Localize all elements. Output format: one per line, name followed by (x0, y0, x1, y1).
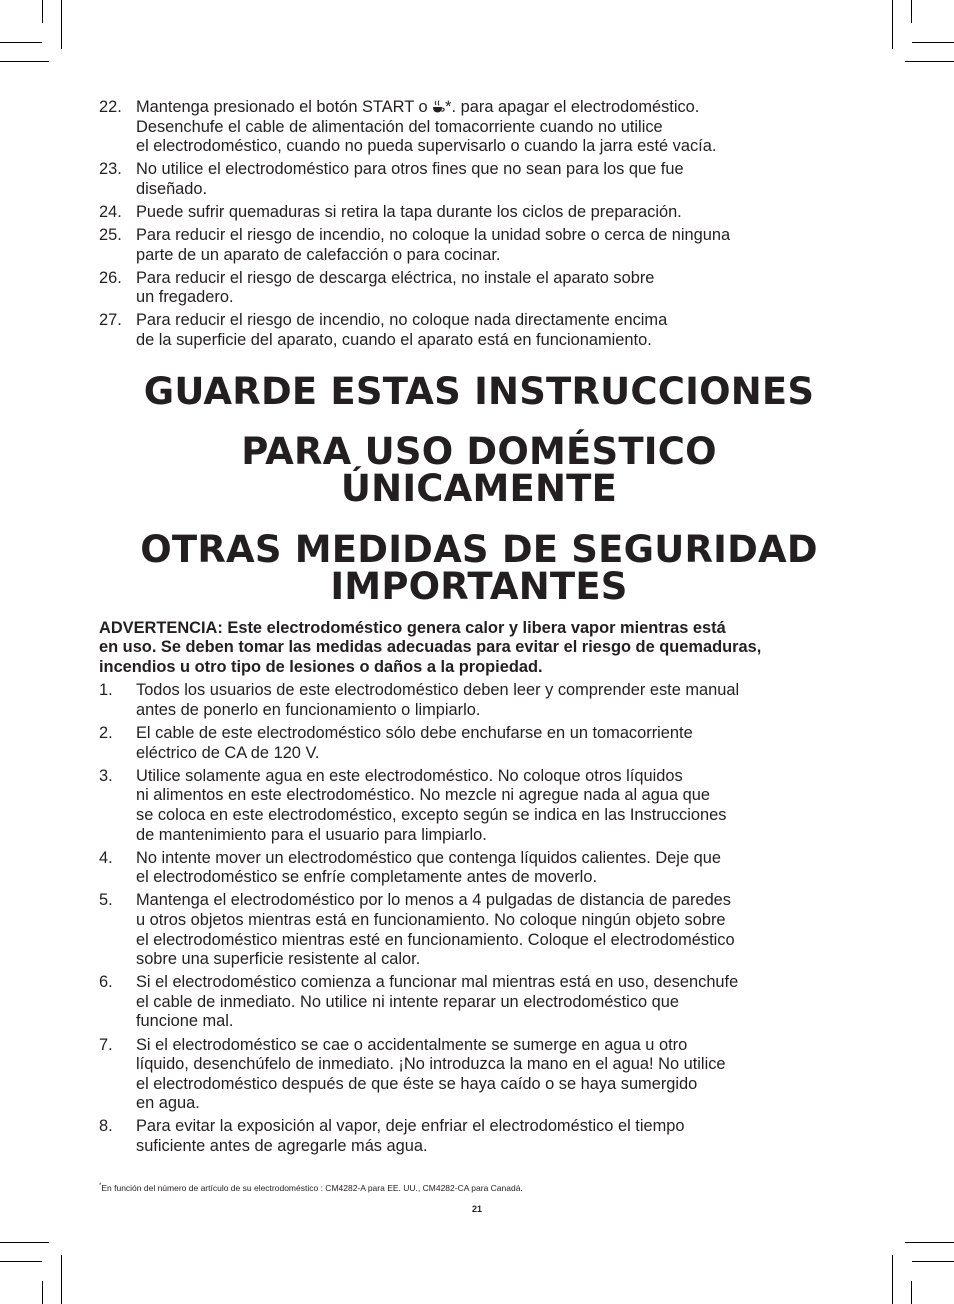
crop-mark (0, 61, 49, 62)
crop-mark (0, 1261, 42, 1262)
list-item (99, 891, 859, 969)
item-number: 6. (99, 973, 113, 992)
item-text: El cable de este electrodoméstico sólo debe enchufarse en un tomacorriente eléctrico de CA de 120 V. (136, 724, 693, 762)
page-number: 21 (471, 1204, 482, 1214)
list-item (99, 767, 859, 845)
item-number: 8. (99, 1117, 113, 1136)
item-number: 7. (99, 1035, 113, 1054)
item-text: Utilice solamente agua en este electrodoméstico. No coloque otros líquidos ni alimentos en este electrodoméstico. No mezcle ni agregue nada al agua que se coloca en este electrodoméstico, excepto según se indica en las Instrucciones de mantenimiento para el usuario para limpiarlo. (136, 766, 727, 844)
list-item (99, 1036, 859, 1114)
crop-mark (0, 1242, 49, 1243)
crop-mark (892, 1255, 893, 1304)
item-number: 23. (99, 160, 122, 179)
item-text (136, 98, 859, 157)
list-item (99, 226, 859, 265)
list-item (99, 1117, 859, 1156)
footnote (99, 1183, 523, 1193)
footnote-mark: * (99, 1183, 102, 1190)
crop-mark (42, 0, 43, 23)
crop-mark (42, 1281, 43, 1304)
crop-mark (912, 1261, 954, 1262)
item-text: Puede sufrir quemaduras si retira la tapa durante los ciclos de preparación. (136, 202, 682, 221)
item-text: Para reducir el riesgo de descarga eléctrica, no instale el aparato sobre un fregadero. (136, 268, 655, 307)
crop-mark (892, 0, 893, 49)
item-number: 27. (99, 311, 122, 330)
item-text: No intente mover un electrodoméstico que contenga líquidos calientes. Deje que el electrodoméstico se enfríe completamente antes de moverlo. (136, 848, 721, 887)
list-item (99, 311, 859, 350)
list-item (99, 269, 859, 308)
crop-mark (911, 1281, 912, 1304)
warning-paragraph: ADVERTENCIA: Este electrodoméstico genera calor y libera vapor mientras está en uso. Se deben tomar las medidas adecuadas para evitar el riesgo de quemaduras, incendios u otro tipo de lesiones o daños a la propiedad. (99, 618, 762, 676)
item-number: 26. (99, 268, 122, 287)
item-text: Mantenga el electrodoméstico por lo menos a 4 pulgadas de distancia de paredes u otros objetos mientras está en funcionamiento. No coloque ningún objeto sobre el electrodoméstico mientras esté en funcionamiento. Coloque el electrodoméstico sobre una superficie resistente al calor. (136, 891, 735, 969)
list-item (99, 724, 859, 763)
safety-list-bottom (99, 681, 859, 1156)
coffee-cup-icon (432, 100, 445, 114)
item-text: Si el electrodoméstico comienza a funcionar mal mientras está en uso, desenchufe el cable de inmediato. No utilice ni intente reparar un electrodoméstico que funcione mal. (136, 973, 739, 1031)
item-number: 2. (99, 724, 113, 743)
item-text-start: Mantenga presionado el botón START o (136, 98, 433, 116)
heading-save-instructions: GUARDE ESTAS INSTRUCCIONES (143, 369, 815, 413)
list-item (99, 681, 859, 720)
item-number: 24. (99, 202, 122, 221)
item-text: Para reducir el riesgo de incendio, no coloque nada directamente encima de la superficie del aparato, cuando el aparato está en funcionamiento. (136, 311, 668, 350)
list-item (99, 160, 859, 199)
crop-mark (905, 1242, 954, 1243)
item-number: 4. (99, 848, 113, 867)
list-item (99, 849, 859, 888)
item-number: 22. (99, 98, 122, 116)
crop-mark (911, 0, 912, 23)
list-item (99, 973, 859, 1032)
item-number: 25. (99, 226, 122, 245)
heading-other-safeguards: OTRAS MEDIDAS DE SEGURIDAD IMPORTANTES (140, 527, 818, 608)
item-text: Todos los usuarios de este electrodoméstico deben leer y comprender este manual antes de ponerlo en funcionamiento o limpiarlo. (136, 681, 740, 719)
crop-mark (905, 61, 954, 62)
item-number: 3. (99, 766, 113, 785)
heading-household-use: PARA USO DOMÉSTICO ÚNICAMENTE (241, 429, 717, 510)
list-item (99, 98, 859, 157)
crop-mark (61, 1255, 62, 1304)
crop-mark (912, 42, 954, 43)
crop-mark (0, 42, 42, 43)
item-text: Para evitar la exposición al vapor, deje enfriar el electrodoméstico el tiempo suficiente antes de agregarle más agua. (136, 1117, 685, 1155)
crop-mark (61, 0, 62, 49)
item-text-end: *. para apagar el electrodoméstico. Desenchufe el cable de alimentación del tomacorriente cuando no utilice el electrodoméstico, cuando no pueda supervisarlo o cuando la jarra esté vacía. (136, 98, 717, 156)
item-text: Para reducir el riesgo de incendio, no coloque la unidad sobre o cerca de ninguna parte de un aparato de calefacción o para cocinar. (136, 226, 731, 264)
footnote-text: En función del número de artículo de su electrodoméstico : CM4282-A para EE. UU., CM4282-CA para Canadá. (101, 1183, 523, 1193)
safety-list-top (99, 98, 859, 351)
list-item (99, 203, 859, 223)
item-number: 5. (99, 891, 113, 910)
item-number: 1. (99, 681, 113, 700)
page-content (99, 98, 859, 1160)
item-text: Si el electrodoméstico se cae o accidentalmente se sumerge en agua u otro líquido, desenchúfelo de inmediato. ¡No introduzca la mano en el agua! No utilice el electrodoméstico después de que éste se haya caído o se haya sumergido en agua. (136, 1035, 726, 1113)
item-text: No utilice el electrodoméstico para otros fines que no sean para los que fue diseñado. (136, 160, 684, 198)
